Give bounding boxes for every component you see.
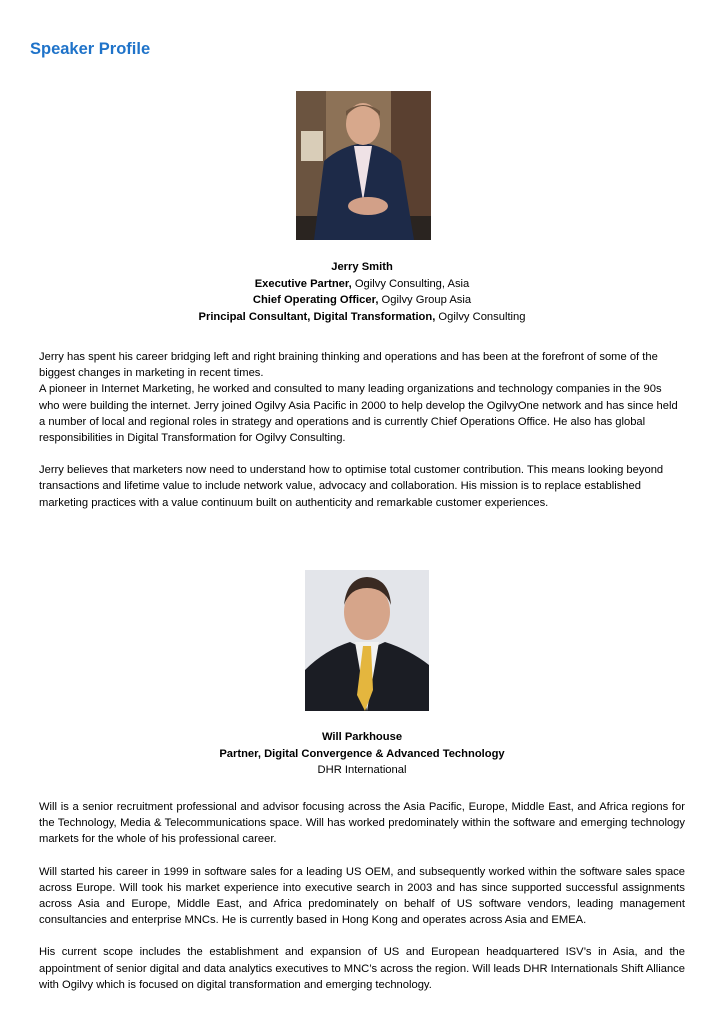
speaker-org: Ogilvy Consulting, Asia	[351, 277, 470, 290]
speaker-title-line	[0, 292, 724, 309]
bio-paragraph: A pioneer in Internet Marketing, he worked and consulted to many leading organizations and technology companies in the 90s who were building the internet. Jerry joined Ogilvy Asia Pacific in 2000 to help develop the OgilvyOne network and has since held a number of local and regional roles in strategy and operations and is currently Chief Operations Office. He also has global responsibilities in Digital Transformation for Ogilvy Consulting.	[39, 383, 678, 445]
speaker-bio-jerry-smith	[39, 349, 685, 511]
bio-paragraph: Jerry believes that marketers now need to understand how to optimise total customer contribution. This means looking beyond transactions and lifetime value to include network value, advocacy and collaboration. His mission is to replace established marketing practices with a value continuum built on authenticity and remarkable customer experiences.	[39, 464, 664, 509]
speaker-org: DHR International	[317, 764, 407, 776]
speaker-photo-will-parkhouse	[305, 570, 429, 711]
speaker-name: Will Parkhouse	[321, 731, 403, 743]
speaker-title: Partner, Digital Convergence & Advanced Technology	[219, 747, 505, 760]
speaker-org: Ogilvy Group Asia	[378, 294, 472, 306]
portrait-illustration	[305, 570, 429, 711]
page-heading: Speaker Profile	[30, 40, 151, 58]
speaker-role: Chief Operating Officer,	[252, 294, 379, 306]
speaker-org: Ogilvy Consulting	[435, 310, 526, 323]
bio-paragraph: Will is a senior recruitment professional and advisor focusing across the Asia Pacific, Europe, Middle East, and Africa regions for the Technology, Media & Telecommunications space. Will has worked predominately within the software and emerging technology markets for the whole of his professional career.	[39, 801, 685, 846]
speaker-title-line	[0, 276, 724, 293]
portrait-illustration	[296, 91, 431, 240]
bio-paragraph: Will started his career in 1999 in software sales for a leading US OEM, and subsequently worked within the software sales space across Europe. Will took his market experience into executive search in 2003 and has since supported successful assignments across Asia and Europe, Middle East, and Africa predominately on behalf of US software vendors, leading management consultancies and enterprise MNCs. He is currently based in Hong Kong and operates across Asia and EMEA.	[39, 865, 685, 927]
speaker-header-will-parkhouse	[0, 729, 724, 779]
speaker-title-line	[0, 309, 724, 326]
bio-paragraph: Jerry has spent his career bridging left and right braining thinking and operations and has been at the forefront of some of the biggest changes in marketing in recent times.	[39, 351, 658, 380]
speaker-bio-will-parkhouse	[39, 799, 685, 993]
speaker-role: Principal Consultant, Digital Transformation,	[198, 310, 436, 323]
speaker-photo-jerry-smith	[296, 91, 431, 240]
bio-paragraph: His current scope includes the establishment and expansion of US and European headquartered ISV’s in Asia, and the appointment of senior digital and data analytics executives to MNC’s across the region. Will leads DHR Internationals Shift Alliance with Ogilvy which is focused on digital transformation and emerging technology.	[39, 946, 685, 991]
speaker-name: Jerry Smith	[331, 261, 393, 273]
speaker-role: Executive Partner,	[254, 277, 352, 290]
speaker-header-jerry-smith	[0, 259, 724, 325]
